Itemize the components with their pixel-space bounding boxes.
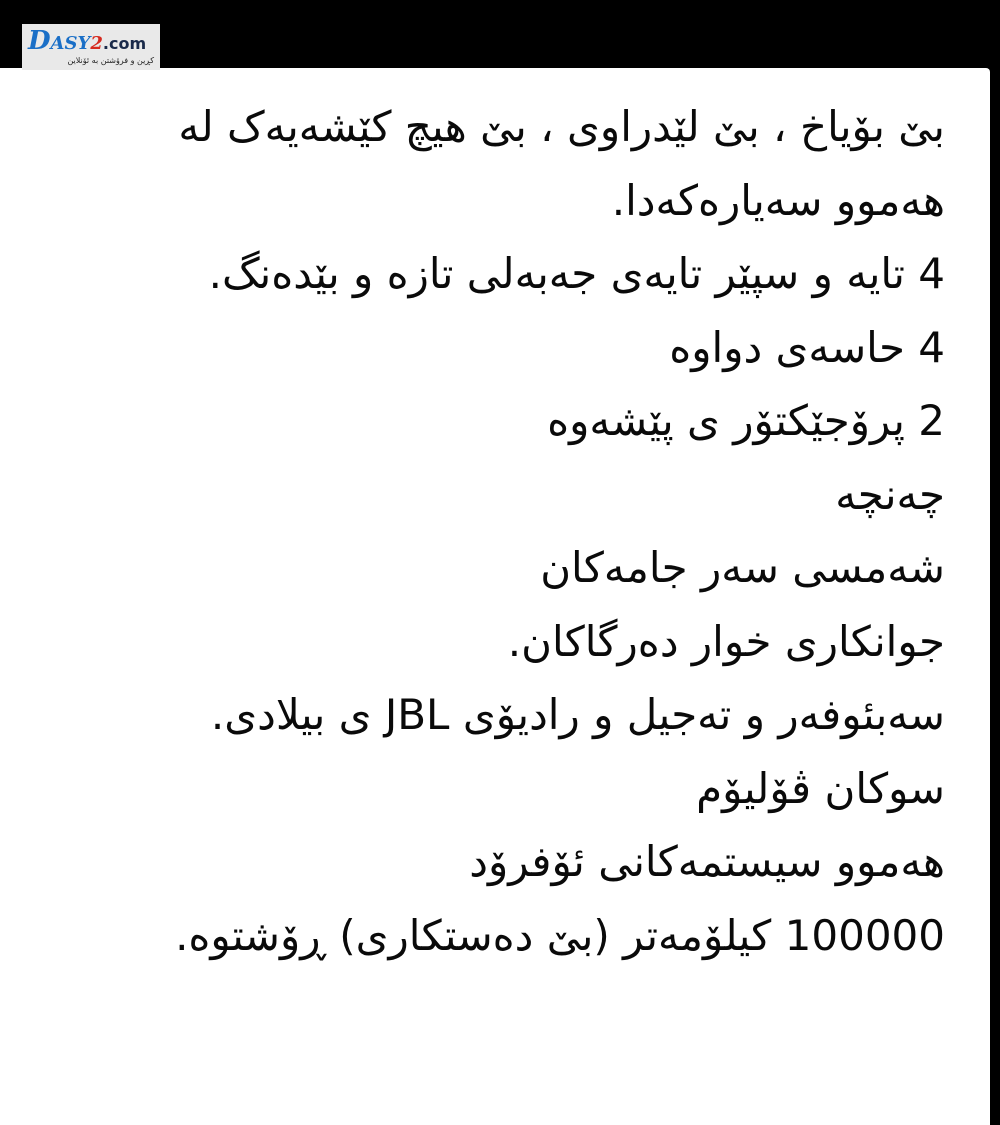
logo-letters-asy: ASY <box>50 33 91 54</box>
description-line: هەموو سیستمەکانی ئۆفرۆد <box>469 837 945 886</box>
description-line: سوکان ڤۆلیۆم <box>696 763 945 813</box>
description-line: سەبئوفەر و تەجیل و رادیۆی JBL ی بیلادی. <box>210 690 945 739</box>
site-logo[interactable] <box>22 24 160 70</box>
description-line: 4 حاسەی دواوە <box>669 322 945 372</box>
listing-description <box>45 90 945 972</box>
logo-tagline: کڕین و فرۆشتن بە ئۆنلاین <box>67 56 154 65</box>
description-line: 2 پرۆجێکتۆر ی پێشەوە <box>547 396 945 445</box>
description-line: 100000 کیلۆمەتر (بێ دەستکاری) ڕۆشتوە. <box>175 910 945 960</box>
description-line: چەنچە <box>835 469 945 519</box>
logo-letter-d: D <box>28 26 51 56</box>
logo-wordmark <box>28 28 154 54</box>
logo-domain-suffix: .com <box>102 34 147 53</box>
description-line: شەمسی سەر جامەکان <box>540 543 945 592</box>
description-line: هەموو سەیارەکەدا. <box>611 175 945 225</box>
description-line: 4 تایە و سپێر تایەی جەبەلی تازە و بێدەنگ. <box>208 249 945 298</box>
description-line: جوانکاری خوار دەرگاکان. <box>507 616 945 666</box>
logo-digit-2: 2 <box>90 33 103 54</box>
description-line: بێ بۆیاخ ، بێ لێدراوی ، بێ هیچ کێشەیەک لە <box>178 102 945 151</box>
